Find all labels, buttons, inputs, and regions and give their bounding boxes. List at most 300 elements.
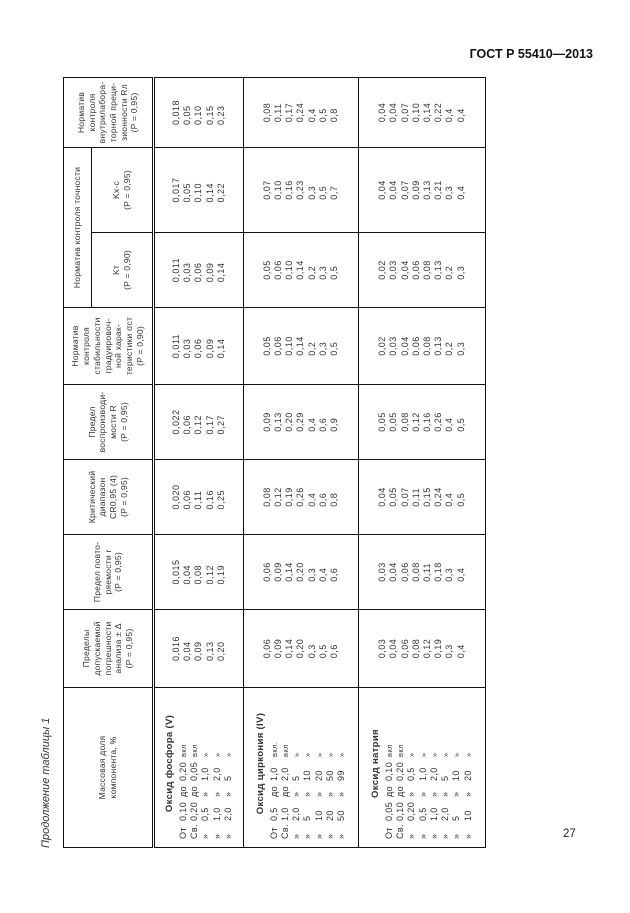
range-part: 5 [222,775,233,781]
range-part: » [324,833,335,839]
header-line: ряемости r [102,549,113,595]
range-part: » [313,833,324,839]
header-text [76,78,140,147]
value: 0,05 [261,336,272,356]
value: 0,23 [295,180,306,200]
value: 0,13 [421,180,432,200]
value: 0,04 [377,180,388,200]
value-cell-r [154,535,244,610]
range-part: » [463,752,473,757]
range-part: 1,0 [211,807,222,821]
value-cell-sigma [359,308,486,385]
value: 0,4 [444,492,455,507]
range-part: » [441,752,451,757]
value: 0,14 [215,262,226,283]
range-line [336,752,347,839]
component-title: Оксид натрия [370,729,381,798]
value: 0,05 [261,260,272,280]
header-line: градуировоч- [102,318,113,374]
value: 0,06 [193,262,204,283]
value-list [377,639,467,659]
range-part: » [200,833,211,839]
value: 0,27 [215,414,226,435]
value: 0,4 [306,108,317,123]
range-line [280,744,291,839]
value: 0,06 [193,338,204,359]
value: 0,06 [272,260,283,280]
range-part: » [302,791,313,797]
range-part: до [177,785,188,797]
range-part: вкл. [269,741,279,757]
table-row [359,78,486,848]
range-line [406,752,417,839]
value: 0,16 [284,180,295,200]
value: 0,06 [399,562,410,582]
header-text [92,535,124,609]
value: 0,06 [261,638,272,659]
range-part: » [440,791,451,797]
value: 0,05 [388,412,399,432]
header-line: контроля [86,93,97,132]
value-cell-kt [359,233,486,308]
value: 0,19 [215,564,226,585]
value-cell-rl [244,78,359,148]
range-part: 5 [302,815,313,821]
range-part: 0,5 [200,807,211,821]
value-cell-sigma [244,308,359,385]
value: 0,3 [306,644,317,659]
range-part: » [462,791,473,797]
value: 0,22 [215,182,226,203]
range-part: вкл [178,744,188,757]
range-part: » [223,752,233,757]
header-mass-fraction: Массовая доля компонента, % [64,688,154,848]
value: 0,04 [377,487,388,507]
value: 0,5 [317,644,328,659]
value: 0,9 [328,417,339,432]
range-part: вкл [396,744,406,757]
header-line: анализа ± Δ [113,623,124,674]
header-line: торной преци- [108,82,118,143]
range-part: От [383,827,394,839]
header-line: стабильности [91,317,102,375]
range-part: 0,05 [189,761,200,781]
value: 0,03 [388,336,399,356]
value-list [171,177,227,202]
range-line [395,744,406,839]
value: 0,08 [410,638,421,659]
value: 0,04 [182,641,193,662]
range-part: 10 [313,810,324,821]
value: 0,03 [388,260,399,280]
range-part: 10 [451,770,462,781]
table-caption: Продолжение таблицы 1 [40,717,52,848]
value-cell-R [244,385,359,460]
component-ranges-cell [244,688,359,848]
value: 0,07 [399,180,410,200]
range-part: 0,5 [406,767,417,781]
value: 0,08 [261,102,272,123]
range-line [418,752,429,839]
range-part: 0,5 [268,807,279,821]
value-list [262,412,340,432]
range-part: » [462,833,473,839]
header-stability-sigma [64,308,154,385]
value: 0,5 [317,108,328,123]
header-line: Норматив [75,91,86,134]
header-line: Пределы [81,629,92,668]
range-part: » [451,791,462,797]
range-part: 5 [451,815,462,821]
value: 0,09 [410,180,421,200]
value-cell-cr [359,460,486,535]
range-part: » [428,833,439,839]
value: 0,3 [455,341,466,356]
header-critical-range [64,460,154,535]
value: 0,4 [455,185,466,200]
value: 0,12 [204,564,215,585]
range-part: 1,0 [417,767,428,781]
value: 0,12 [272,487,283,507]
header-text [81,610,135,687]
value: 0,14 [204,182,215,203]
value: 0,11 [410,487,421,507]
value: 0,4 [306,492,317,507]
range-part: до [395,785,406,797]
range-part: 0,05 [383,801,394,821]
value: 0,14 [284,638,295,659]
value: 0,3 [444,567,455,582]
range-part: 0,10 [383,761,394,781]
value: 0,3 [455,265,466,280]
value: 0,08 [193,564,204,585]
header-line: ной харак- [113,324,124,368]
range-part: 1,0 [268,767,279,781]
value: 0,6 [328,567,339,582]
header-line: Kх-с [111,181,122,199]
range-line [178,744,189,839]
value: 0,06 [410,336,421,356]
value: 0,06 [399,638,410,659]
range-part: » [440,833,451,839]
component-ranges-cell [359,688,486,848]
value-list [171,100,227,125]
header-line: мости R [108,405,118,439]
range-part: » [418,752,428,757]
header-line: Предел повто- [91,541,102,603]
value: 0,6 [317,492,328,507]
value: 0,04 [388,638,399,659]
value: 0,4 [455,108,466,123]
range-part: » [302,833,313,839]
value: 0,13 [433,336,444,356]
value: 0,04 [388,102,399,123]
rotated-table-container [63,78,483,848]
range-part: 20 [313,770,324,781]
range-part: 0,20 [395,761,406,781]
header-line: погрешности [102,621,113,676]
value: 0,15 [421,487,432,507]
range-part: » [303,752,313,757]
range-line [384,744,395,839]
range-part: » [337,752,347,757]
value: 0,10 [410,102,421,123]
value: 0,14 [421,102,432,123]
value-list [262,180,340,200]
value: 0,02 [377,260,388,280]
value: 0,5 [317,185,328,200]
range-line [325,752,336,839]
range-part: 1,0 [200,767,211,781]
header-repeatability [64,535,154,610]
range-part: » [324,791,335,797]
value: 0,5 [455,492,466,507]
value-list [171,559,227,584]
header-kt [92,233,154,308]
page-number: 27 [563,828,576,840]
value-list [171,636,227,661]
header-line: (P = 0,95) [118,402,129,442]
value: 0,08 [410,562,421,582]
range-part: 2,0 [222,807,233,821]
header-line: воспроизводи- [97,391,108,453]
value: 0,18 [433,562,444,582]
header-text [87,385,130,459]
value: 0,21 [433,180,444,200]
range-line [212,752,223,839]
value: 0,04 [399,260,410,280]
value-cell-sigma [154,308,244,385]
value-list [171,409,227,434]
value: 0,24 [295,102,306,123]
range-part: 2,0 [440,807,451,821]
value: 0,08 [261,487,272,507]
range-part: » [407,752,417,757]
value: 0,4 [306,417,317,432]
range-part: 2,0 [428,767,439,781]
value: 0,03 [182,338,193,359]
value: 0,016 [170,635,181,662]
header-line: CR0,95 (4) [108,474,118,520]
value: 0,25 [215,489,226,510]
table-row [154,78,244,848]
value: 0,06 [261,562,272,582]
value-list [377,336,467,356]
value: 0,09 [272,562,283,582]
value: 0,4 [455,567,466,582]
value: 0,011 [170,257,181,283]
value-list [377,180,467,200]
header-line: теристики σст [124,316,135,376]
range-part: 0,20 [406,801,417,821]
value: 0,09 [272,638,283,659]
range-line [189,744,200,839]
header-delta [64,610,154,688]
value: 0,13 [272,412,283,432]
value-cell-kt [154,233,244,308]
table-row [244,78,359,848]
header-line: Норматив [70,325,81,367]
range-part: 0,10 [395,801,406,821]
value: 0,08 [421,336,432,356]
range-line [429,752,440,839]
range-part: » [428,791,439,797]
value: 0,05 [388,487,399,507]
value: 0,10 [284,260,295,280]
range-part: » [325,752,335,757]
value-cell-cr [244,460,359,535]
value: 0,3 [444,185,455,200]
range-part: » [406,791,417,797]
value: 0,10 [193,182,204,203]
header-line: (P = 0,95) [113,552,124,592]
value-list [377,412,467,432]
header-line: Критический [86,470,97,524]
range-part: до [268,785,279,797]
range-part: вкл [190,744,200,757]
header-line: зионности Rл [118,84,129,141]
value: 0,12 [193,414,204,435]
value: 0,6 [317,417,328,432]
value: 0,011 [170,333,181,359]
range-part: От [268,827,279,839]
value: 0,02 [377,336,388,356]
value-list [262,639,340,659]
range-part: » [452,752,462,757]
range-part: 2,0 [211,767,222,781]
range-part: до [189,785,200,797]
value: 0,10 [272,180,283,200]
data-table [63,77,486,848]
range-part: » [314,752,324,757]
value: 0,2 [444,341,455,356]
range-part: 5 [440,775,451,781]
value: 0,07 [399,487,410,507]
range-part: 5 [291,775,302,781]
range-part: 0,20 [177,761,188,781]
range-line [440,752,451,839]
value: 0,3 [306,185,317,200]
value: 0,16 [204,489,215,510]
range-part: 50 [336,810,347,821]
value: 0,16 [421,412,432,432]
value: 0,3 [317,341,328,356]
value: 0,3 [306,567,317,582]
range-line [269,742,280,839]
value: 0,11 [272,103,283,123]
component-ranges-cell [154,688,244,848]
value: 0,08 [399,412,410,432]
value-cell-r [244,535,359,610]
range-part: » [211,833,222,839]
value: 0,8 [328,492,339,507]
value: 0,12 [410,412,421,432]
value: 0,15 [204,105,215,126]
value: 0,14 [215,338,226,359]
range-part: » [291,833,302,839]
range-part: 0,20 [189,801,200,821]
range-part: » [201,752,211,757]
value: 0,10 [284,336,295,356]
value: 0,5 [455,417,466,432]
component-title: Оксид циркония (IV) [254,712,266,815]
range-line [314,752,325,839]
value: 0,20 [215,641,226,662]
header-line: (P = 0,95) [122,170,132,210]
range-part: 0,5 [417,807,428,821]
range-part: вкл [384,744,394,757]
range-part: до [383,785,394,797]
range-part: 2,0 [279,767,290,781]
value-list [377,260,467,280]
value: 0,05 [182,105,193,126]
value-cell-R [154,385,244,460]
value: 0,04 [388,180,399,200]
value: 0,09 [261,412,272,432]
range-part: 20 [324,810,335,821]
value-list [377,487,467,507]
value-cell-rl [359,78,486,148]
value: 0,2 [306,265,317,280]
value: 0,4 [317,567,328,582]
value: 0,03 [377,562,388,582]
range-part: вкл [280,744,290,757]
range-part: » [417,833,428,839]
header-text [87,460,130,534]
value-list [171,484,227,509]
value: 0,4 [455,644,466,659]
range-line [223,752,234,839]
range-part: » [291,791,302,797]
value-cell-delta [244,610,359,688]
value: 0,05 [377,412,388,432]
range-part: » [222,791,233,797]
value: 0,14 [295,336,306,356]
value: 0,12 [421,638,432,659]
value-cell-delta [359,610,486,688]
value: 0,19 [433,638,444,659]
header-line: (P = 0,90) [134,326,145,366]
header-accuracy-group: Норматив контроля точности [64,148,92,308]
value: 0,5 [328,341,339,356]
value: 0,04 [399,336,410,356]
value: 0,022 [170,409,181,435]
header-text [111,233,132,307]
range-line [200,752,211,839]
range-part: » [222,833,233,839]
range-line [451,752,462,839]
range-part: » [336,791,347,797]
value: 0,6 [328,644,339,659]
range-part: 10 [302,770,313,781]
header-precision-rl [64,78,154,148]
value: 0,08 [421,260,432,280]
value: 0,17 [284,102,295,123]
value: 0,03 [182,262,193,283]
value: 0,10 [193,105,204,126]
component-title: Оксид фосфора (V) [163,714,175,813]
value: 0,09 [204,338,215,359]
range-part: » [451,833,462,839]
header-text [70,308,145,384]
value-list [262,260,340,280]
value-cell-kxc [359,148,486,233]
value-list [171,258,227,282]
range-part: 1,0 [428,807,439,821]
value-cell-r [359,535,486,610]
range-line [463,752,474,839]
range-part: 99 [336,770,347,781]
